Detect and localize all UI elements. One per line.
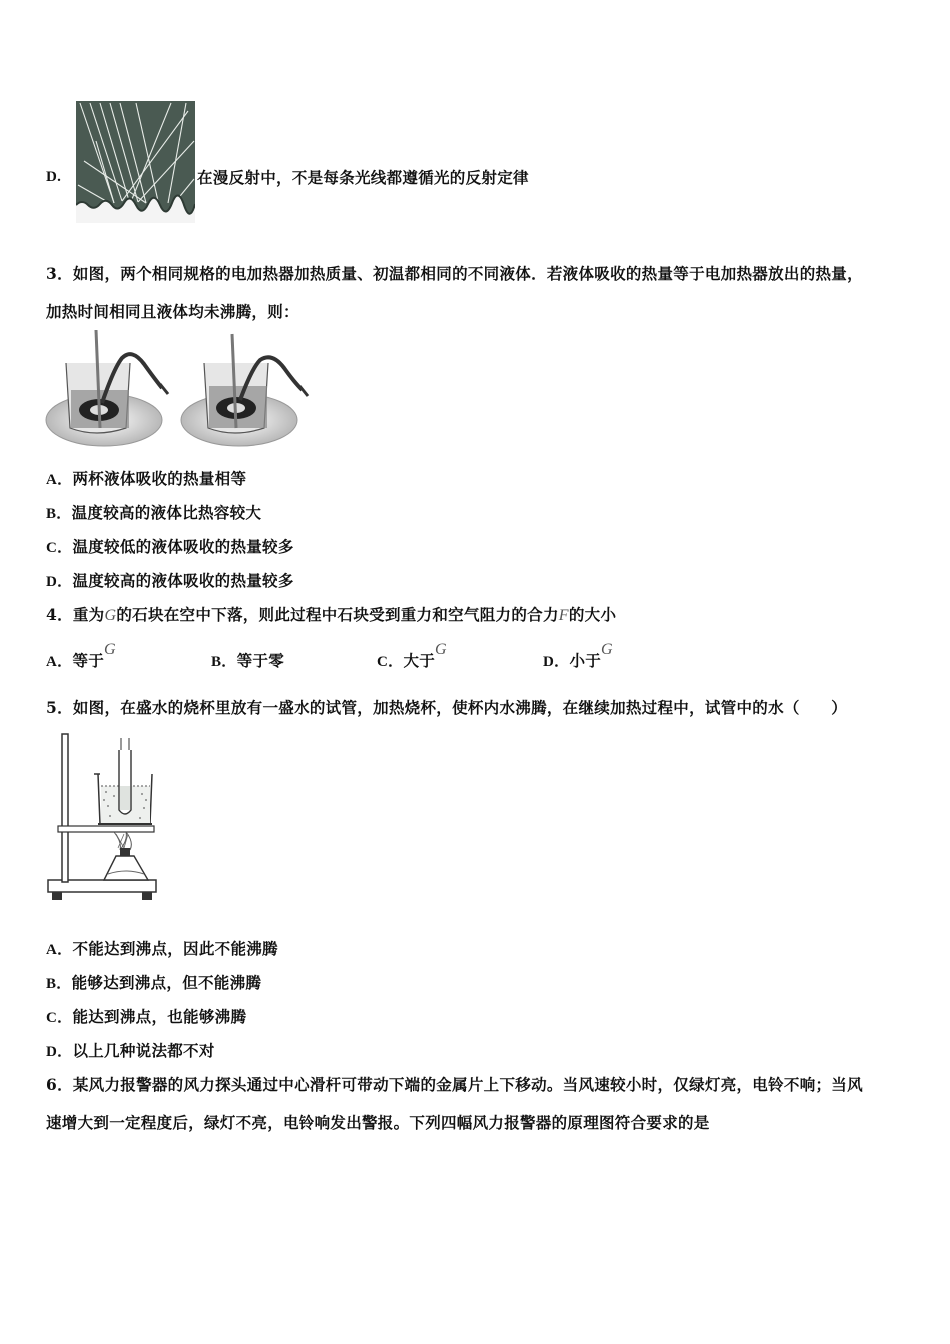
q3-option-c [46,535,294,557]
option-text: 温度较高的液体比热容较大 [71,503,262,522]
q3-stem-line2: 加热时间相同且液体均未沸腾，则： [46,302,299,321]
option-text: 等于零 [236,651,285,670]
heater-beakers-figure [44,328,316,450]
q4-option-a [46,641,116,671]
q6-stem-line1: 6．某风力报警器的风力探头通过中心滑杆可带动下端的金属片上下移动。当风速较小时，仅绿灯亮，电铃不响；当风 [46,1075,863,1094]
option-label: A． [46,472,73,488]
option-label: B． [211,654,237,670]
q2-option-d [46,166,61,186]
q2-option-d-text: 在漫反射中，不是每条光线都遵循光的反射定律 [197,168,529,187]
option-text: 能达到沸点，也能够沸腾 [72,1007,247,1026]
var-g: G [601,641,613,658]
option-label: C． [377,654,404,670]
boiling-tube-apparatus-figure [44,728,162,906]
q4-option-b [211,649,284,671]
q3-option-b [46,501,261,523]
q5-option-a [46,937,278,959]
option-label: B． [46,976,72,992]
q5-option-d [46,1039,215,1061]
q6-stem-line2: 速增大到一定程度后，绿灯不亮，电铃响发出警报。下列四幅风力报警器的原理图符合要求的是 [46,1113,710,1132]
option-text: 等于 [72,651,105,670]
option-text: 能够达到沸点，但不能沸腾 [71,973,262,992]
option-label: C． [46,540,73,556]
q3-option-a [46,467,246,489]
option-label: B． [46,506,72,522]
option-text: 不能达到沸点，因此不能沸腾 [72,939,278,958]
q4-stem-part: 的大小 [568,605,617,624]
q4-stem [46,603,616,625]
var-g: G [104,607,117,624]
q4-option-c [377,641,447,671]
diffuse-reflection-figure [76,101,195,223]
option-label: A． [46,942,73,958]
q3-option-d [46,569,294,591]
q4-option-d [543,641,613,671]
option-label: D． [543,654,570,670]
option-label: A． [46,654,73,670]
q4-stem-part: 4．重为 [46,605,105,624]
option-text: 两杯液体吸收的热量相等 [72,469,247,488]
option-text: 小于 [569,651,602,670]
option-label: D． [46,574,73,590]
var-g: G [104,641,116,658]
var-g: G [435,641,447,658]
option-label: C． [46,1010,73,1026]
var-f: F [558,607,569,624]
q3-stem-line1: 3．如图，两个相同规格的电加热器加热质量、初温都相同的不同液体．若液体吸收的热量等于电加热器放出的热量， [46,264,863,283]
q5-option-b [46,971,261,993]
option-text: 以上几种说法都不对 [72,1041,215,1060]
q5-stem: 5．如图，在盛水的烧杯里放有一盛水的试管，加热烧杯，使杯内水沸腾，在继续加热过程中，试管中的水（ ） [46,698,848,717]
option-text: 大于 [403,651,436,670]
option-text: 温度较低的液体吸收的热量较多 [72,537,294,556]
option-label: D. [46,169,62,185]
q4-stem-part: 的石块在空中下落，则此过程中石块受到重力和空气阻力的合力 [116,605,559,624]
q5-option-c [46,1005,246,1027]
option-label: D． [46,1044,73,1060]
option-text: 温度较高的液体吸收的热量较多 [72,571,294,590]
